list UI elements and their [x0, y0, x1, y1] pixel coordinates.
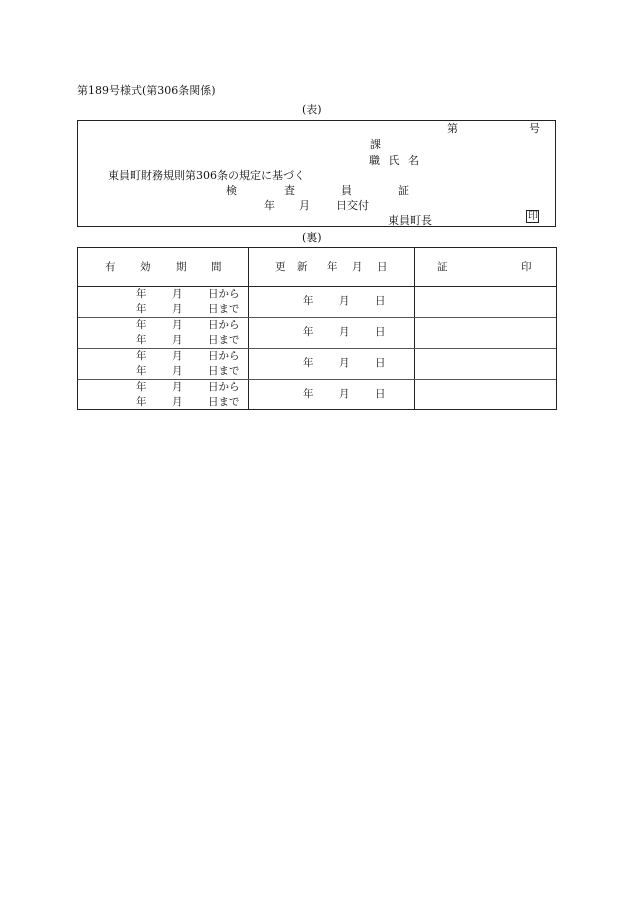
row3-to-year: 年: [136, 365, 147, 377]
row-divider: [78, 379, 556, 380]
heading-sa: 査: [284, 184, 295, 197]
heading-sho: 証: [398, 184, 409, 197]
header-renewal-1: 更: [275, 261, 286, 273]
header-renewal-5: 日: [377, 261, 388, 273]
row3-renew-year: 年: [303, 357, 314, 369]
row2-from-year: 年: [136, 319, 147, 331]
number-gou: 号: [529, 122, 540, 135]
header-renewal-4: 月: [352, 261, 363, 273]
front-side-label: (表): [302, 103, 322, 116]
header-divider: [78, 286, 556, 287]
regulation-basis: 東員町財務規則第306条の規定に基づく: [108, 169, 305, 182]
header-seal: 印: [521, 261, 532, 273]
header-cert: 証: [437, 261, 448, 273]
row4-from-month: 月: [172, 381, 183, 393]
issue-month: 月: [299, 199, 310, 212]
header-period-1: 有: [105, 261, 116, 273]
number-dai: 第: [447, 122, 458, 135]
row3-renew-month: 月: [339, 357, 350, 369]
row1-renew-year: 年: [303, 295, 314, 307]
header-period-4: 間: [211, 261, 222, 273]
row3-to-month: 月: [172, 365, 183, 377]
row2-renew-year: 年: [303, 326, 314, 338]
row1-from-year: 年: [136, 288, 147, 300]
row4-renew-month: 月: [339, 388, 350, 400]
issue-year: 年: [264, 199, 275, 212]
heading-ken: 検: [226, 184, 237, 197]
column-divider: [248, 248, 249, 409]
section-ka: 課: [370, 138, 381, 151]
row-divider: [78, 317, 556, 318]
seal-icon: [526, 210, 539, 223]
heading-in: 員: [341, 184, 352, 197]
header-renewal-3: 年: [327, 261, 338, 273]
row4-from-year: 年: [136, 381, 147, 393]
row1-to-day: 日まで: [208, 303, 240, 315]
row3-to-day: 日まで: [208, 365, 240, 377]
row4-renew-year: 年: [303, 388, 314, 400]
row2-to-month: 月: [172, 334, 183, 346]
row2-from-day: 日から: [208, 319, 240, 331]
row1-renew-day: 日: [375, 295, 386, 307]
row1-to-year: 年: [136, 303, 147, 315]
row1-from-month: 月: [172, 288, 183, 300]
title-and-name: 職 氏 名: [369, 154, 419, 167]
row4-to-month: 月: [172, 396, 183, 408]
row1-to-month: 月: [172, 303, 183, 315]
row2-renew-day: 日: [375, 326, 386, 338]
row-divider: [78, 348, 556, 349]
row3-from-month: 月: [172, 350, 183, 362]
header-renewal-2: 新: [297, 261, 308, 273]
row4-to-day: 日まで: [208, 396, 240, 408]
row2-to-year: 年: [136, 334, 147, 346]
row3-renew-day: 日: [375, 357, 386, 369]
row2-from-month: 月: [172, 319, 183, 331]
row2-to-day: 日まで: [208, 334, 240, 346]
issuer-mayor: 東員町長: [388, 214, 432, 227]
header-period-3: 期: [176, 261, 187, 273]
back-side-label: (裏): [302, 231, 322, 244]
row1-from-day: 日から: [208, 288, 240, 300]
row3-from-day: 日から: [208, 350, 240, 362]
row4-from-day: 日から: [208, 381, 240, 393]
row1-renew-month: 月: [339, 295, 350, 307]
row4-to-year: 年: [136, 396, 147, 408]
seal-label: 印: [528, 211, 538, 222]
issue-day: 日交付: [336, 199, 369, 212]
form-title: 第189号様式(第306条関係): [77, 84, 216, 97]
row3-from-year: 年: [136, 350, 147, 362]
row4-renew-day: 日: [375, 388, 386, 400]
header-period-2: 効: [140, 261, 151, 273]
column-divider: [414, 248, 415, 409]
row2-renew-month: 月: [339, 326, 350, 338]
